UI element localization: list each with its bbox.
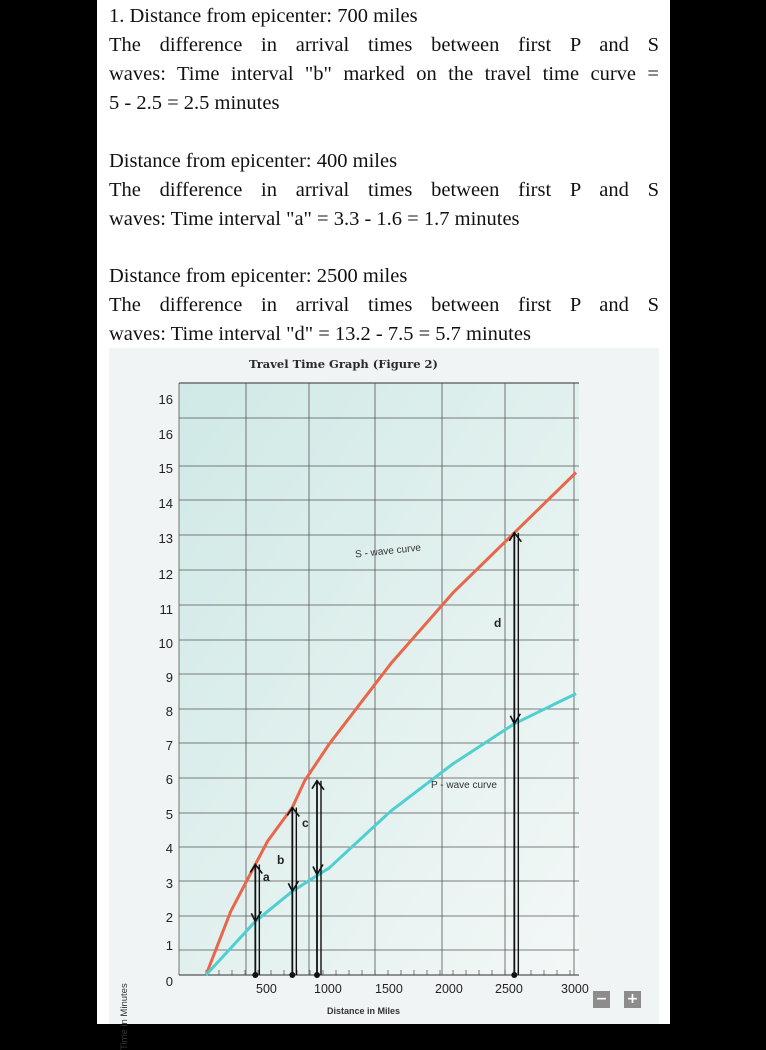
x-tick-label: 2000 bbox=[435, 982, 463, 996]
x-tick-label: 1000 bbox=[314, 982, 342, 996]
graph-svg bbox=[109, 348, 659, 1024]
difference-line: The difference in arrival times between first P and S bbox=[109, 31, 659, 60]
difference-line: The difference in arrival times between first P and S bbox=[109, 291, 659, 320]
distance-line: Distance from epicenter: 400 miles bbox=[109, 147, 659, 176]
y-tick-label: 14 bbox=[143, 496, 173, 511]
y-tick-label: 9 bbox=[143, 670, 173, 685]
x-tick-label: 3000 bbox=[561, 982, 589, 996]
mark-a-label: a bbox=[263, 870, 270, 884]
y-tick-label: 5 bbox=[143, 807, 173, 822]
zoom-in-button[interactable]: + bbox=[624, 991, 641, 1008]
y-tick-label: 7 bbox=[143, 738, 173, 753]
interval-line: waves: Time interval "d" = 13.2 - 7.5 = 5.7 minutes bbox=[109, 320, 659, 349]
y-tick-label: 13 bbox=[143, 531, 173, 546]
mark-d-label: d bbox=[494, 616, 501, 630]
interval-line: waves: Time interval "b" marked on the travel time curve = bbox=[109, 60, 659, 89]
y-tick-label: 4 bbox=[143, 841, 173, 856]
interval-result: 5 - 2.5 = 2.5 minutes bbox=[109, 89, 659, 118]
p-wave-curve-label: P - wave curve bbox=[431, 780, 497, 791]
zoom-out-button[interactable]: − bbox=[593, 991, 610, 1008]
y-tick-label: 12 bbox=[143, 567, 173, 582]
y-tick-label: 2 bbox=[143, 910, 173, 925]
x-tick-label: 2500 bbox=[495, 982, 523, 996]
distance-marker-dot bbox=[289, 972, 295, 978]
answer-block-400 bbox=[109, 147, 659, 234]
difference-line: The difference in arrival times between first P and S bbox=[109, 176, 659, 205]
interval-line: waves: Time interval "a" = 3.3 - 1.6 = 1.7 minutes bbox=[109, 205, 659, 234]
distance-marker-dot bbox=[314, 972, 320, 978]
travel-time-graph bbox=[109, 348, 659, 1024]
distance-line: 1. Distance from epicenter: 700 miles bbox=[109, 2, 659, 31]
x-axis-label: Distance in Miles bbox=[327, 1006, 400, 1016]
x-tick-label: 500 bbox=[256, 982, 277, 996]
answer-block-700 bbox=[109, 2, 659, 118]
y-tick-label: 3 bbox=[143, 876, 173, 891]
y-axis-label: Time in Minutes bbox=[119, 970, 130, 1050]
y-tick-label: 8 bbox=[143, 704, 173, 719]
mark-c-label: c bbox=[302, 816, 309, 830]
y-tick-label: 0 bbox=[143, 974, 173, 989]
y-tick-label: 1 bbox=[143, 938, 173, 953]
s-wave-curve-label: S - wave curve bbox=[355, 543, 422, 561]
y-tick-label: 6 bbox=[143, 772, 173, 787]
x-tick-label: 1500 bbox=[375, 982, 403, 996]
y-tick-label: 10 bbox=[143, 636, 173, 651]
distance-marker-dot bbox=[252, 972, 258, 978]
answer-block-2500 bbox=[109, 262, 659, 349]
y-tick-label: 15 bbox=[143, 461, 173, 476]
y-tick-label: 11 bbox=[143, 602, 173, 617]
y-tick-label: 16 bbox=[143, 392, 173, 407]
mark-b-label: b bbox=[277, 853, 284, 867]
y-tick-label: 16 bbox=[143, 427, 173, 442]
distance-line: Distance from epicenter: 2500 miles bbox=[109, 262, 659, 291]
graph-title: Travel Time Graph (Figure 2) bbox=[249, 357, 438, 371]
distance-marker-dot bbox=[511, 972, 517, 978]
